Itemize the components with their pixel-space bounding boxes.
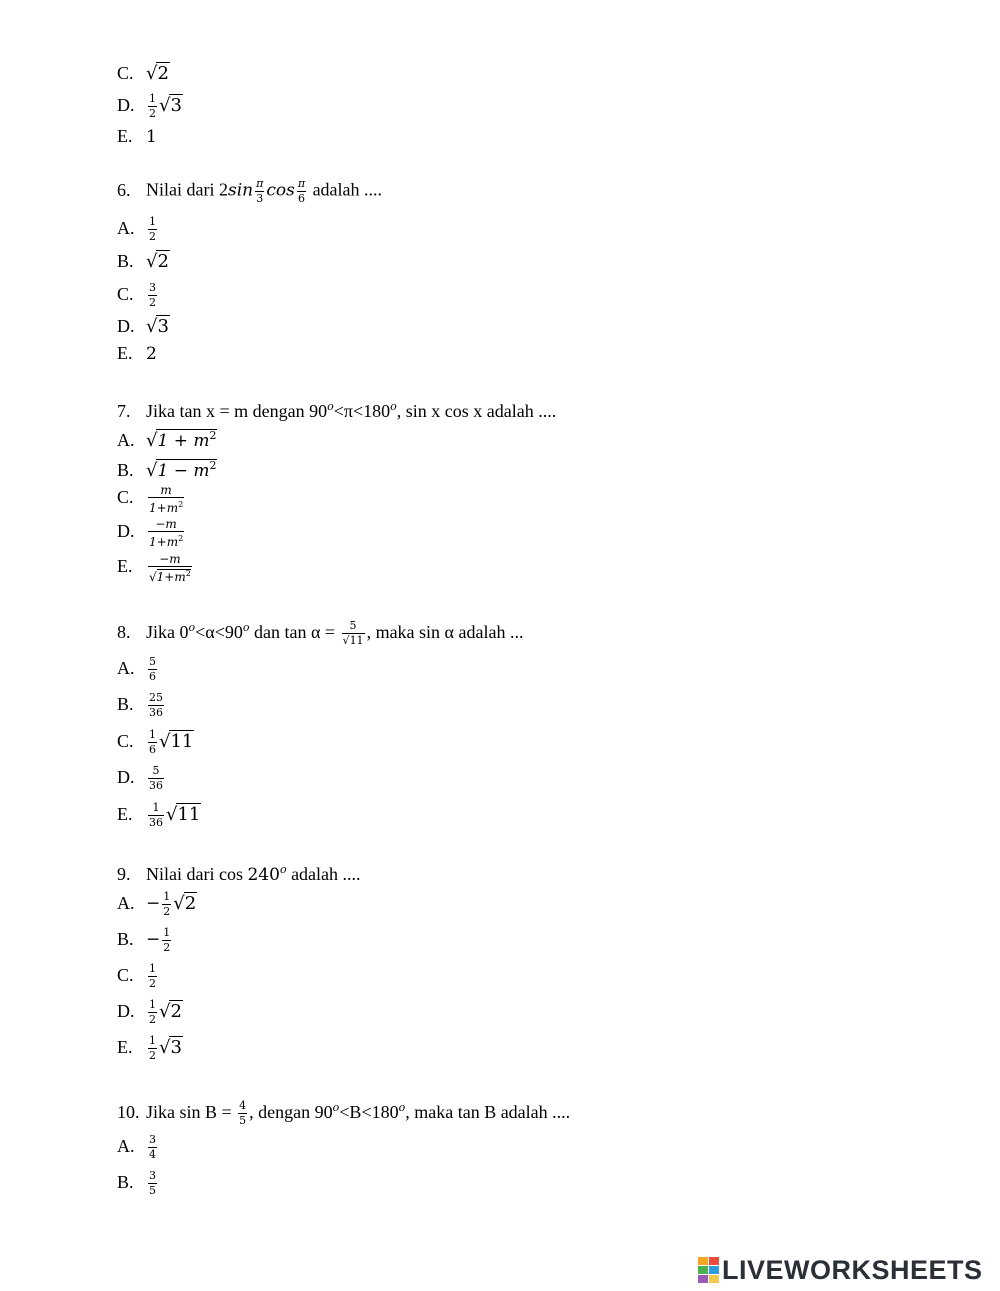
question-10: 10. Jika sin B = $\frac{4}{5}$ , dengan $90^o<B<180^o$, maka tan B adalah .... <box>117 1099 571 1128</box>
q5-option-e: E. 1 <box>117 126 157 147</box>
q8-option-b: B. $\frac{25}{36}$ <box>117 691 163 719</box>
logo-text: LIVEWORKSHEETS <box>722 1254 983 1285</box>
q9-option-e: E. $\frac{1}{2}$ √3 <box>117 1034 182 1062</box>
q5-option-c: C. √2 <box>117 63 169 84</box>
q5-option-d: D. $\frac{1}{2}$ √3 <box>117 92 182 120</box>
question-7: 7. Jika tan x = m dengan $90^o<\pi<180^o$, sin x cos x adalah .... <box>117 400 557 421</box>
fraction: $\frac{1}{2}$ <box>149 92 156 120</box>
q7-option-c: C. $\frac{m}{1+m^2}$ <box>117 483 184 515</box>
q6-option-a: A. $\frac{1}{2}$ <box>117 215 156 243</box>
q9-option-a: A. − $\frac{1}{2}$ √2 <box>117 890 197 918</box>
q9-option-d: D. $\frac{1}{2}$ √2 <box>117 998 182 1026</box>
question-8: 8. Jika $0^o<\alpha<90^o$ dan tan α = $\frac{5}{√11}$ , maka sin α adalah ... <box>117 619 524 648</box>
q9-option-b: B. − $\frac{1}{2}$ <box>117 926 171 954</box>
liveworksheets-logo <box>698 1254 983 1286</box>
sqrt: √3 <box>159 94 182 116</box>
q7-option-e: E. $\frac{-m}{√1+m^2}$ <box>117 552 191 584</box>
q10-option-b: B. $\frac{3}{5}$ <box>117 1169 156 1197</box>
q7-option-a: A. $√1 + m^2$ <box>117 429 217 451</box>
q9-option-c: C. $\frac{1}{2}$ <box>117 962 156 990</box>
q8-option-e: E. $\frac{1}{36}$ √11 <box>117 801 201 829</box>
q7-option-d: D. $\frac{-m}{1+m^2}$ <box>117 517 184 549</box>
sqrt: √2 <box>146 63 169 84</box>
fraction: $\frac{\pi}{6}$ <box>297 177 306 205</box>
q8-option-a: A. $\frac{5}{6}$ <box>117 655 156 683</box>
logo-blocks-icon <box>698 1257 719 1283</box>
q7-option-b: B. $√1 - m^2$ <box>117 459 217 481</box>
question-9: 9. Nilai dari cos 240$^o$ adalah .... <box>117 863 361 885</box>
q6-option-c: C. $\frac{3}{2}$ <box>117 281 156 309</box>
q6-option-b: B. √2 <box>117 251 169 272</box>
fraction: $\frac{\pi}{3}$ <box>256 177 264 205</box>
question-6: 6. Nilai dari 2sin $\frac{\pi}{3}$ cos $\frac{\pi}{6}$ adalah .... <box>117 177 383 205</box>
q6-option-e: E. 2 <box>117 343 157 364</box>
q8-option-c: C. $\frac{1}{6}$ √11 <box>117 728 194 756</box>
q10-option-a: A. $\frac{3}{4}$ <box>117 1133 156 1161</box>
q6-option-d: D. √3 <box>117 316 169 337</box>
q8-option-d: D. $\frac{5}{36}$ <box>117 764 163 792</box>
